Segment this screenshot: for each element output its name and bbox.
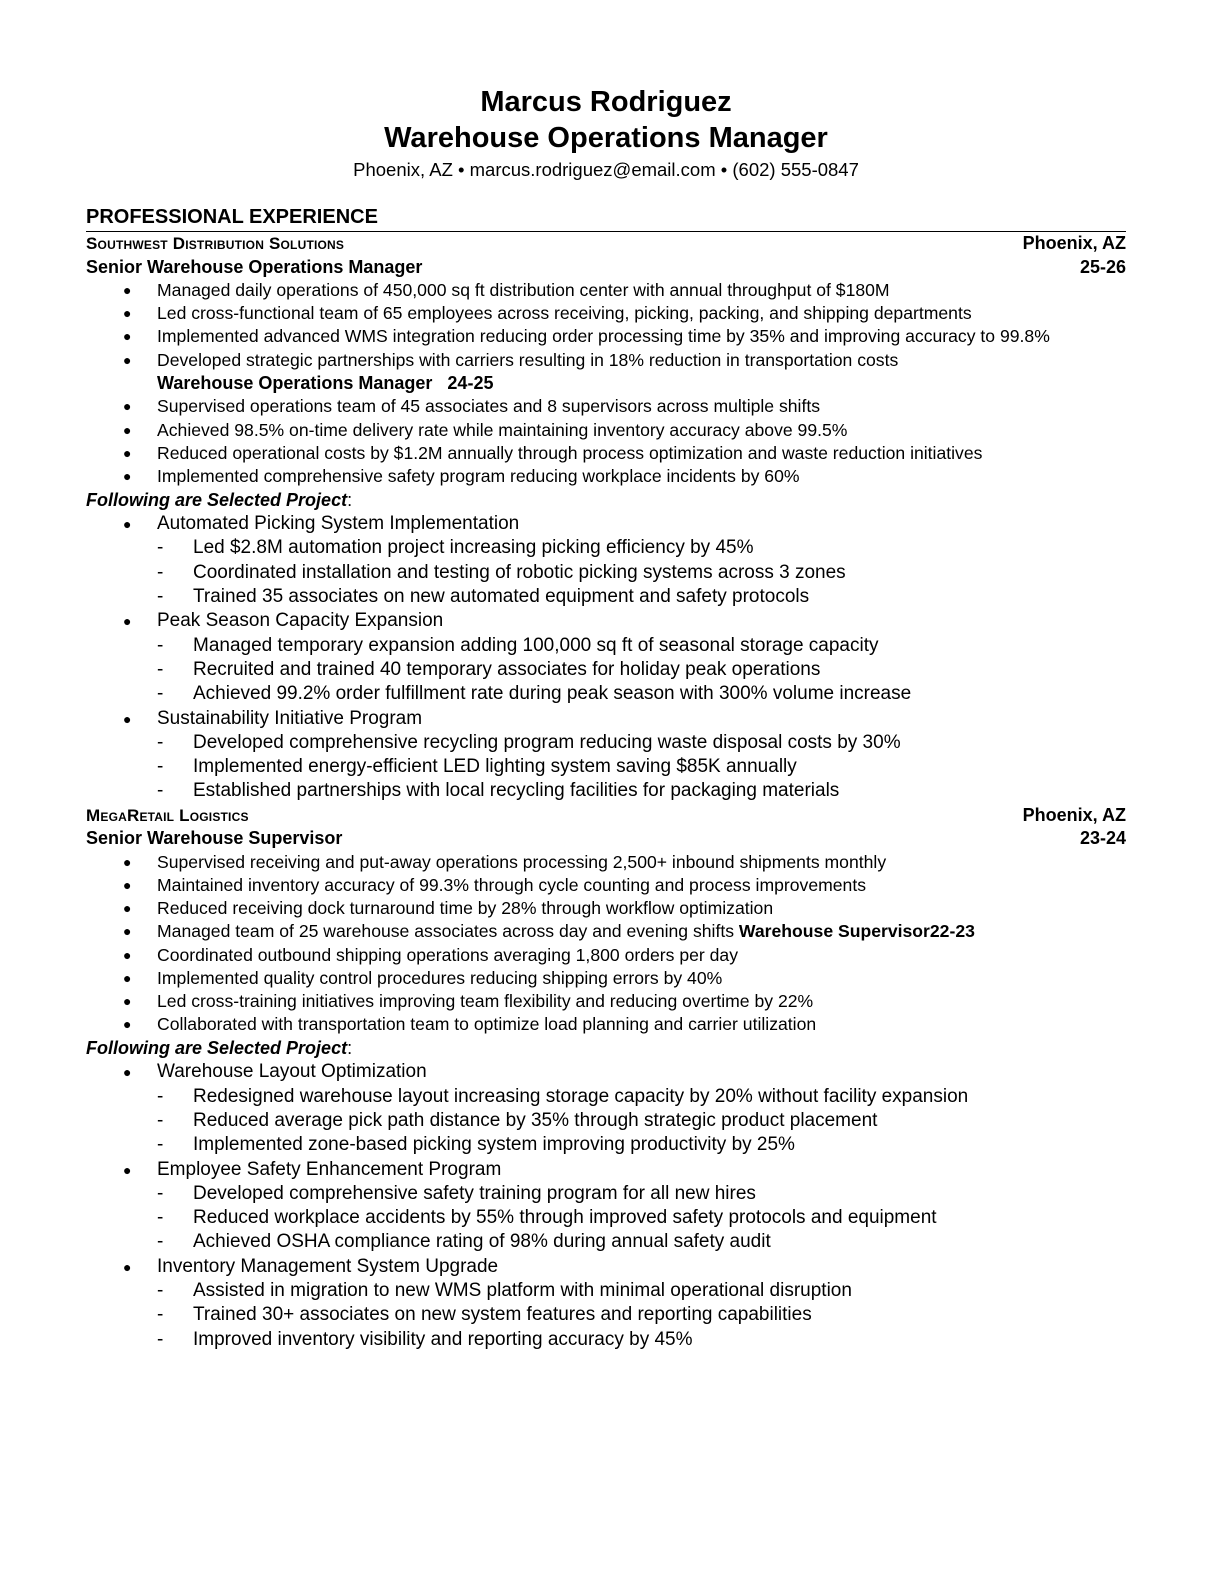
job2-bullets1 xyxy=(86,851,1126,1037)
list-item: - Assisted in migration to new WMS platform with minimal operational disruption xyxy=(193,1279,1126,1303)
list-item: ● Supervised receiving and put-away operations processing 2,500+ inbound shipments monthly xyxy=(157,851,1126,874)
list-item: - Achieved OSHA compliance rating of 98% during annual safety audit xyxy=(193,1230,1126,1254)
list-item: - Recruited and trained 40 temporary associates for holiday peak operations xyxy=(193,658,1126,682)
list-item: - Reduced average pick path distance by 35% through strategic product placement xyxy=(193,1109,1126,1133)
project-items xyxy=(157,634,1126,707)
project-items xyxy=(157,1279,1126,1352)
job1-dates2: 24-25 xyxy=(447,372,494,393)
list-item: - Reduced workplace accidents by 55% through improved safety protocols and equipment xyxy=(193,1206,1126,1230)
project-title: ● Employee Safety Enhancement Program xyxy=(157,1158,1126,1182)
job1-bullets2 xyxy=(86,395,1126,488)
list-item: ● Developed strategic partnerships with carriers resulting in 18% reduction in transportation costs xyxy=(157,349,1126,372)
list-item: ● Coordinated outbound shipping operations averaging 1,800 orders per day xyxy=(157,944,1126,967)
list-item: ● Reduced receiving dock turnaround time by 28% through workflow optimization xyxy=(157,897,1126,920)
project-title: ● Warehouse Layout Optimization xyxy=(157,1060,1126,1084)
list-item: ● Led cross-training initiatives improving team flexibility and reducing overtime by 22% xyxy=(157,990,1126,1013)
job2-inline-role: Warehouse Supervisor22-23 xyxy=(738,921,975,942)
project-title: ● Automated Picking System Implementation xyxy=(157,512,1126,536)
list-item: - Developed comprehensive safety training program for all new hires xyxy=(193,1182,1126,1206)
list-item: - Coordinated installation and testing of robotic picking systems across 3 zones xyxy=(193,561,1126,585)
candidate-name: Marcus Rodriguez xyxy=(480,86,732,118)
section-title: PROFESSIONAL EXPERIENCE xyxy=(86,204,1126,232)
job1-location: Phoenix, AZ xyxy=(1022,233,1126,253)
job1-bullets1 xyxy=(86,279,1126,372)
job1-projects-heading xyxy=(86,488,1126,512)
list-item: ● Reduced operational costs by $1.2M annually through process optimization and waste reduction initiatives xyxy=(157,442,1126,465)
job1-company: Southwest Distribution Solutions xyxy=(86,234,345,253)
list-item: ● Managed daily operations of 450,000 sq ft distribution center with annual throughput of $180M xyxy=(157,279,1126,302)
project-items xyxy=(157,1182,1126,1255)
job1-projects xyxy=(86,512,1126,804)
contact-line: Phoenix, AZ • marcus.rodriguez@email.com • (602) 555-0847 xyxy=(353,159,859,180)
list-item: - Trained 30+ associates on new system features and reporting capabilities xyxy=(193,1303,1126,1327)
projects-heading-colon: : xyxy=(347,1038,353,1059)
job2-role-row xyxy=(86,827,1126,851)
list-item: - Developed comprehensive recycling program reducing waste disposal costs by 30% xyxy=(193,731,1126,755)
list-item: ● Implemented advanced WMS integration reducing order processing time by 35% and improving accuracy to 99.8% xyxy=(157,325,1126,348)
job2-location: Phoenix, AZ xyxy=(1022,804,1126,825)
list-item: - Implemented energy-efficient LED lighting system saving $85K annually xyxy=(193,755,1126,779)
project-items xyxy=(157,536,1126,609)
job1-role-row xyxy=(86,256,1126,280)
list-item xyxy=(157,920,1126,943)
list-item: ● Collaborated with transportation team to optimize load planning and carrier utilization xyxy=(157,1013,1126,1036)
list-item: - Redesigned warehouse layout increasing storage capacity by 20% without facility expansion xyxy=(193,1085,1126,1109)
job2-company: MegaRetail Logistics xyxy=(86,805,249,825)
job1-role2-row xyxy=(86,372,1126,396)
job2-role1: Senior Warehouse Supervisor xyxy=(86,828,343,849)
job2-dates1: 23-24 xyxy=(1079,828,1126,849)
list-item: - Led $2.8M automation project increasing picking efficiency by 45% xyxy=(193,536,1126,560)
resume-page xyxy=(86,84,1126,1352)
job1-dates1: 25-26 xyxy=(1079,256,1126,277)
list-item: ● Led cross-functional team of 65 employees across receiving, picking, packing, and shipping departments xyxy=(157,302,1126,325)
list-item: ● Maintained inventory accuracy of 99.3% through cycle counting and process improvements xyxy=(157,874,1126,897)
job1-role2: Warehouse Operations Manager xyxy=(157,372,433,393)
list-item: - Improved inventory visibility and reporting accuracy by 45% xyxy=(193,1328,1126,1352)
job1-company-row xyxy=(86,232,1126,256)
project-title: ● Sustainability Initiative Program xyxy=(157,707,1126,731)
project-title: ● Peak Season Capacity Expansion xyxy=(157,609,1126,633)
bullet-text: Managed team of 25 warehouse associates across day and evening shifts xyxy=(157,921,739,942)
job2-projects xyxy=(86,1060,1126,1352)
list-item: ● Implemented comprehensive safety program reducing workplace incidents by 60% xyxy=(157,465,1126,488)
project-title: ● Inventory Management System Upgrade xyxy=(157,1255,1126,1279)
list-item: - Managed temporary expansion adding 100,000 sq ft of seasonal storage capacity xyxy=(193,634,1126,658)
list-item: - Trained 35 associates on new automated equipment and safety protocols xyxy=(193,585,1126,609)
projects-heading-colon: : xyxy=(347,490,353,511)
project-items xyxy=(157,731,1126,804)
projects-heading-text: Following are Selected Project xyxy=(86,1038,348,1059)
list-item: ● Implemented quality control procedures reducing shipping errors by 40% xyxy=(157,967,1126,990)
list-item: - Established partnerships with local recycling facilities for packaging materials xyxy=(193,779,1126,803)
projects-heading-text: Following are Selected Project xyxy=(86,490,348,511)
candidate-title: Warehouse Operations Manager xyxy=(384,122,828,154)
project-items xyxy=(157,1085,1126,1158)
job1-role1: Senior Warehouse Operations Manager xyxy=(86,256,423,277)
list-item: ● Achieved 98.5% on-time delivery rate while maintaining inventory accuracy above 99.5% xyxy=(157,419,1126,442)
list-item: - Implemented zone-based picking system improving productivity by 25% xyxy=(193,1133,1126,1157)
job2-company-row xyxy=(86,804,1126,828)
list-item: - Achieved 99.2% order fulfillment rate during peak season with 300% volume increase xyxy=(193,682,1126,706)
job2-projects-heading xyxy=(86,1036,1126,1060)
resume-header xyxy=(86,84,1126,182)
list-item: ● Supervised operations team of 45 associates and 8 supervisors across multiple shifts xyxy=(157,395,1126,418)
